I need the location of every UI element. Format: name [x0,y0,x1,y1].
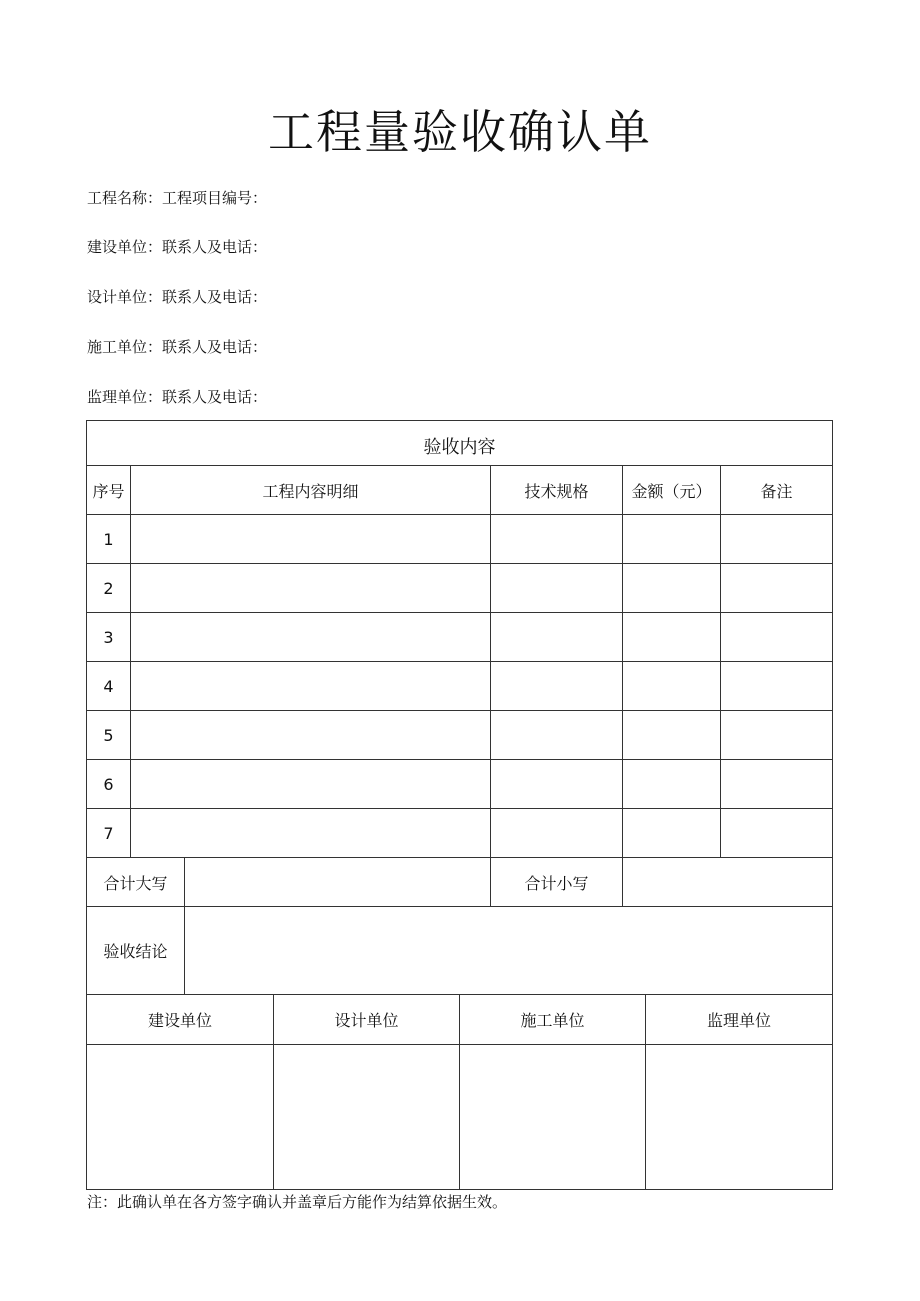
total-upper-value[interactable] [185,858,491,907]
column-header-row [87,466,833,515]
table-row [87,515,833,564]
amount-cell[interactable] [623,564,721,613]
info-line-project: 工程名称：工程项目编号： [87,189,268,207]
conclusion-label: 验收结论 [87,907,185,995]
row-number: 2 [87,564,131,613]
header-seq: 序号 [87,466,131,515]
row-number: 6 [87,760,131,809]
table-row [87,760,833,809]
unit-construction-header: 建设单位 [87,995,274,1045]
detail-cell[interactable] [131,760,491,809]
signature-cell-design[interactable] [274,1045,460,1190]
remark-cell[interactable] [721,711,833,760]
signature-row [87,1045,833,1190]
spec-cell[interactable] [491,613,623,662]
signature-cell-construction[interactable] [87,1045,274,1190]
table-row [87,564,833,613]
row-number: 1 [87,515,131,564]
table-row [87,809,833,858]
total-lower-label: 合计小写 [491,858,623,907]
signature-cell-builder[interactable] [460,1045,646,1190]
detail-cell[interactable] [131,515,491,564]
total-upper-label: 合计大写 [87,858,185,907]
table-row [87,711,833,760]
table-row [87,662,833,711]
remark-cell[interactable] [721,564,833,613]
total-lower-value[interactable] [623,858,833,907]
info-line-design-unit: 设计单位：联系人及电话： [87,288,268,306]
amount-cell[interactable] [623,760,721,809]
detail-cell[interactable] [131,711,491,760]
row-number: 5 [87,711,131,760]
signature-header-row [87,995,833,1045]
table-row [87,613,833,662]
section-header-row [87,421,833,466]
header-spec: 技术规格 [491,466,623,515]
detail-cell[interactable] [131,809,491,858]
unit-supervision-header: 监理单位 [646,995,833,1045]
signature-table [86,994,833,1190]
signature-cell-supervision[interactable] [646,1045,833,1190]
remark-cell[interactable] [721,613,833,662]
conclusion-row [87,907,833,995]
totals-row [87,858,833,907]
detail-cell[interactable] [131,613,491,662]
amount-cell[interactable] [623,515,721,564]
header-remark: 备注 [721,466,833,515]
acceptance-table [86,420,833,995]
spec-cell[interactable] [491,662,623,711]
info-line-construction-unit: 建设单位：联系人及电话： [87,238,268,256]
spec-cell[interactable] [491,515,623,564]
amount-cell[interactable] [623,809,721,858]
amount-cell[interactable] [623,613,721,662]
acceptance-form [86,420,832,1189]
amount-cell[interactable] [623,711,721,760]
spec-cell[interactable] [491,809,623,858]
info-line-supervision-unit: 监理单位：联系人及电话： [87,388,268,406]
spec-cell[interactable] [491,564,623,613]
info-line-builder-unit: 施工单位：联系人及电话： [87,338,268,356]
detail-cell[interactable] [131,564,491,613]
row-number: 7 [87,809,131,858]
remark-cell[interactable] [721,809,833,858]
conclusion-value[interactable] [185,907,833,995]
row-number: 4 [87,662,131,711]
detail-cell[interactable] [131,662,491,711]
spec-cell[interactable] [491,711,623,760]
unit-design-header: 设计单位 [274,995,460,1045]
document-title: 工程量验收确认单 [268,105,652,159]
header-detail: 工程内容明细 [131,466,491,515]
footnote: 注：此确认单在各方签字确认并盖章后方能作为结算依据生效。 [87,1193,508,1211]
remark-cell[interactable] [721,662,833,711]
remark-cell[interactable] [721,760,833,809]
header-amount: 金额（元） [623,466,721,515]
remark-cell[interactable] [721,515,833,564]
section-title: 验收内容 [87,421,833,466]
amount-cell[interactable] [623,662,721,711]
unit-builder-header: 施工单位 [460,995,646,1045]
spec-cell[interactable] [491,760,623,809]
row-number: 3 [87,613,131,662]
